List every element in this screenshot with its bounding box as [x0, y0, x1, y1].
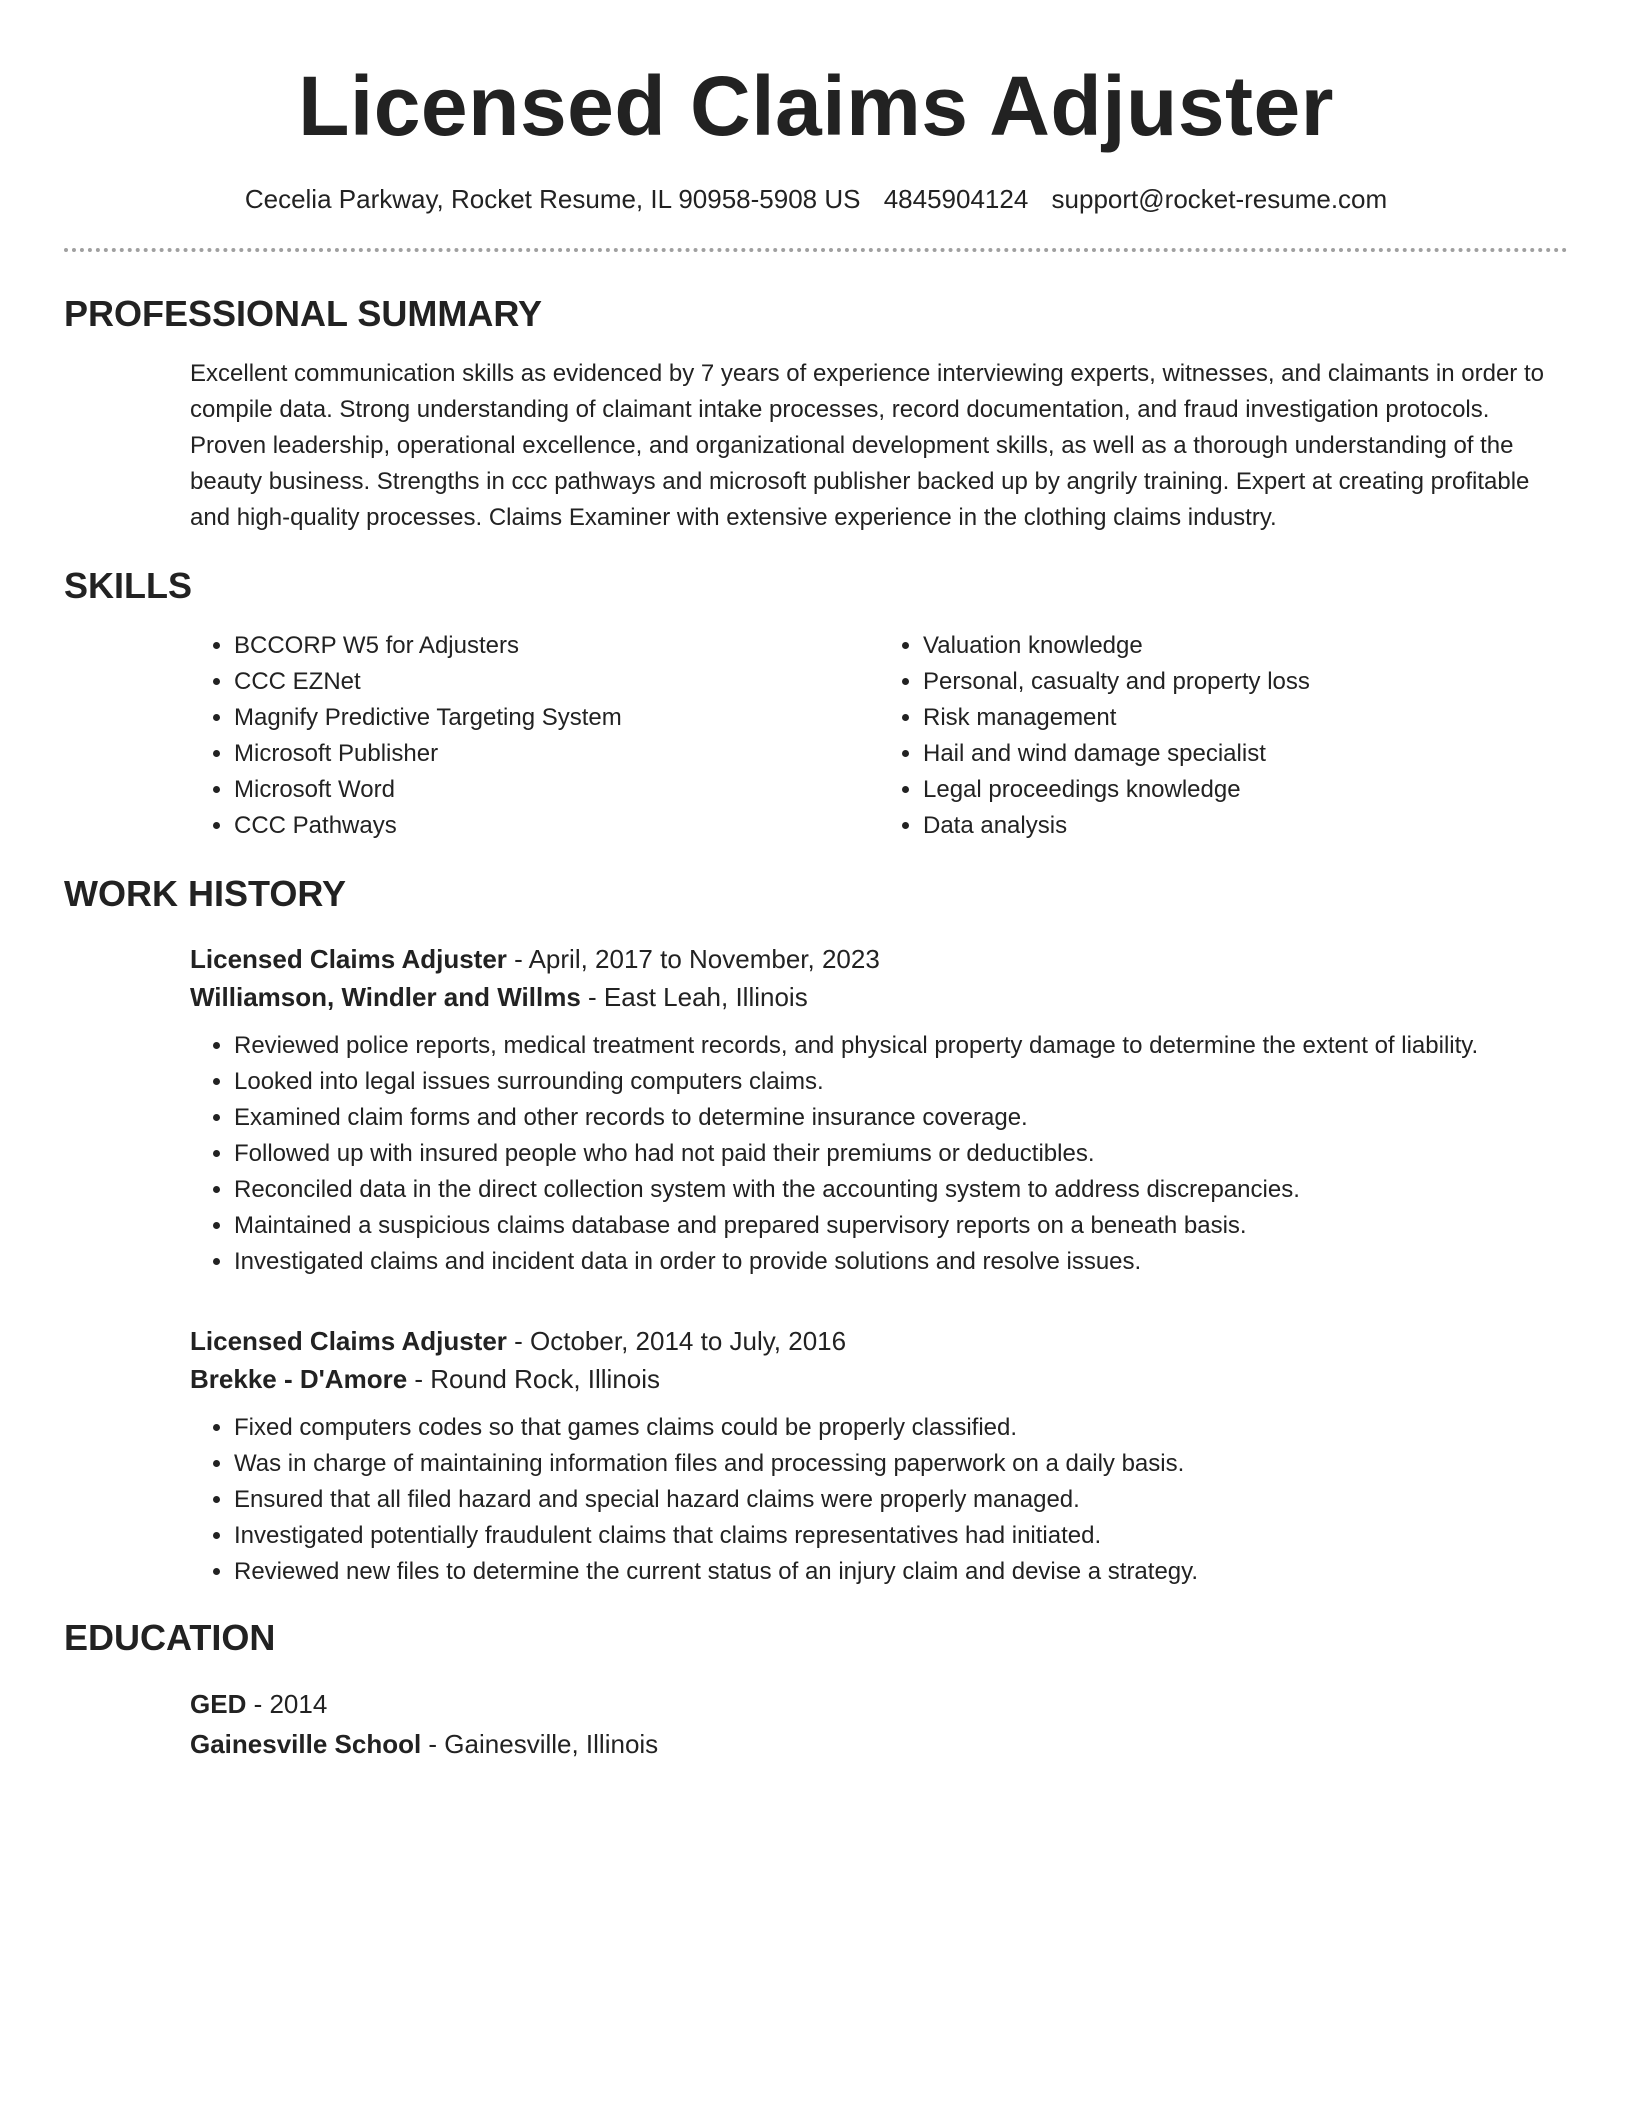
work-history-section — [64, 872, 1568, 1590]
contact-email: support@rocket-resume.com — [1051, 184, 1388, 214]
job-bullet: • Followed up with insured people who had not paid their premiums or deductibles. — [234, 1136, 1568, 1172]
education-location: - Gainesville, Illinois — [421, 1729, 659, 1759]
section-title-education: EDUCATION — [64, 1617, 276, 1658]
education-school-line — [190, 1724, 1568, 1764]
education-degree-line — [190, 1684, 1568, 1724]
job-bullet: • Maintained a suspicious claims database and prepared supervisory reports on a beneath basis. — [234, 1208, 1568, 1244]
job-dates: - April, 2017 to November, 2023 — [506, 944, 880, 974]
job-title-line — [190, 940, 1568, 978]
skill-item: • Microsoft Publisher — [234, 736, 879, 772]
job-dates: - October, 2014 to July, 2016 — [506, 1326, 847, 1356]
skills-list-right — [879, 628, 1568, 844]
skill-item: • Microsoft Word — [234, 772, 879, 808]
skill-item: • CCC Pathways — [234, 808, 879, 844]
job-bullet: • Ensured that all filed hazard and special hazard claims were properly managed. — [234, 1482, 1568, 1518]
skill-item: • Personal, casualty and property loss — [923, 664, 1568, 700]
summary-text: Excellent communication skills as evidenced by 7 years of experience interviewing experts, witnesses, and claimants in order to compile data. Strong understanding of claimant intake processes, record documentation, and fraud investigation protocols. Proven leadership, operational excellence, and organizational development skills, as well as a thorough understanding of the beauty business. Strengths in ccc pathways and microsoft publisher backed up by angrily training. Expert at creating profitable and high-quality processes. Claims Examiner with extensive experience in the clothing claims industry. — [190, 360, 1544, 531]
job-role: Licensed Claims Adjuster — [190, 944, 507, 974]
education-section — [64, 1616, 1568, 1764]
section-title-summary: PROFESSIONAL SUMMARY — [64, 293, 543, 334]
header-divider — [64, 248, 1568, 252]
job-bullet: • Reviewed new files to determine the current status of an injury claim and devise a strategy. — [234, 1554, 1568, 1590]
skill-item: • Risk management — [923, 700, 1568, 736]
job-bullets — [190, 1028, 1568, 1280]
skills-section — [64, 564, 1568, 844]
education-school: Gainesville School — [190, 1729, 422, 1759]
education-entry — [190, 1684, 1568, 1764]
contact-info — [64, 182, 1568, 216]
job-entry — [190, 1322, 1568, 1590]
job-bullet: • Reconciled data in the direct collection system with the accounting system to address discrepancies. — [234, 1172, 1568, 1208]
job-company: Brekke - D'Amore — [190, 1364, 408, 1394]
skill-item: • Legal proceedings knowledge — [923, 772, 1568, 808]
job-role: Licensed Claims Adjuster — [190, 1326, 507, 1356]
skill-item: • Magnify Predictive Targeting System — [234, 700, 879, 736]
professional-summary-section — [64, 292, 1568, 536]
job-entry — [190, 940, 1568, 1280]
job-company-line — [190, 1360, 1568, 1398]
job-company-line — [190, 978, 1568, 1016]
job-company: Williamson, Windler and Willms — [190, 982, 581, 1012]
skills-list-left — [190, 628, 879, 844]
job-bullet: • Investigated potentially fraudulent claims that claims representatives had initiated. — [234, 1518, 1568, 1554]
education-degree: GED — [190, 1689, 247, 1719]
job-bullets — [190, 1410, 1568, 1590]
candidate-name: Licensed Claims Adjuster — [298, 59, 1334, 153]
skill-item: • Valuation knowledge — [923, 628, 1568, 664]
job-bullet: • Fixed computers codes so that games claims could be properly classified. — [234, 1410, 1568, 1446]
contact-phone: 4845904124 — [883, 184, 1029, 214]
skill-item: • BCCORP W5 for Adjusters — [234, 628, 879, 664]
job-location: - Round Rock, Illinois — [407, 1364, 661, 1394]
contact-address: Cecelia Parkway, Rocket Resume, IL 90958-5908 US — [244, 184, 861, 214]
skill-item: • Data analysis — [923, 808, 1568, 844]
section-title-skills: SKILLS — [64, 565, 193, 606]
job-bullet: • Reviewed police reports, medical treatment records, and physical property damage to determine the extent of liability. — [234, 1028, 1568, 1064]
skill-item: • Hail and wind damage specialist — [923, 736, 1568, 772]
job-location: - East Leah, Illinois — [580, 982, 808, 1012]
job-title-line — [190, 1322, 1568, 1360]
job-bullet: • Investigated claims and incident data in order to provide solutions and resolve issues. — [234, 1244, 1568, 1280]
job-bullet: • Looked into legal issues surrounding computers claims. — [234, 1064, 1568, 1100]
job-bullet: • Examined claim forms and other records to determine insurance coverage. — [234, 1100, 1568, 1136]
skill-item: • CCC EZNet — [234, 664, 879, 700]
section-title-work: WORK HISTORY — [64, 873, 347, 914]
education-year: - 2014 — [246, 1689, 328, 1719]
job-bullet: • Was in charge of maintaining information files and processing paperwork on a daily basis. — [234, 1446, 1568, 1482]
